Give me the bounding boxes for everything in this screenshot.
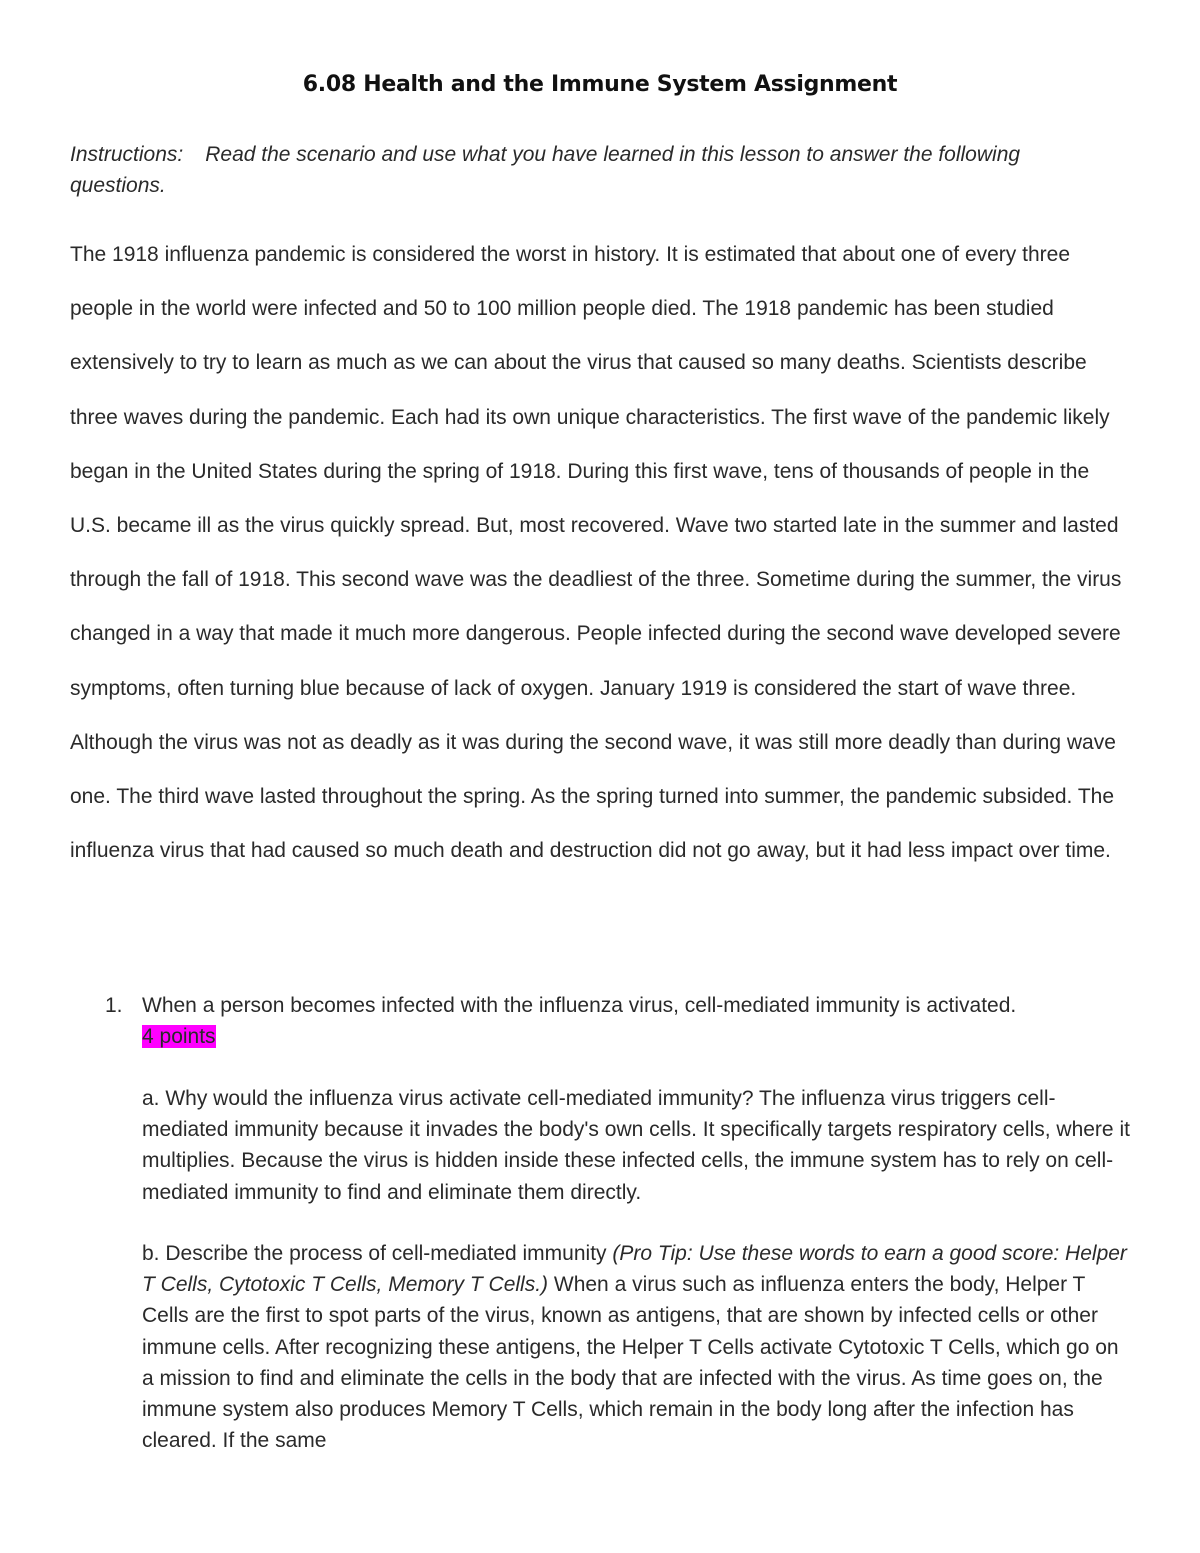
question-text-block [142, 990, 1135, 1052]
answer-b-text: When a virus such as influenza enters the body, Helper T Cells are the first to spot parts of the virus, known as antigens, that are shown by infected cells or other immune cells. After recognizing these antigens, the Helper T Cells activate Cytotoxic T Cells, which go on a mission to find and eliminate the cells in the body that are infected with the virus. As time goes on, the immune system also produces Memory T Cells, which remain in the body long after the infection has cleared. If the same [142, 1273, 1119, 1453]
answer-a-text: a. Why would the influenza virus activate cell-mediated immunity? The influenza virus triggers cell-mediated immunity because it invades the body's own cells. It specifically targets respiratory cells, where it multiplies. Because the virus is hidden inside these infected cells, the immune system has to rely on cell-mediated immunity to find and eliminate them directly. [142, 1087, 1130, 1204]
instructions-label: Instructions: [70, 143, 184, 166]
scenario-text: The 1918 influenza pandemic is considered the worst in history. It is estimated that about one of every three people in the world were infected and 50 to 100 million people died. The 1918 pandemic has been studied extensively to try to learn as much as we can about the virus that caused so many deaths. Scientists describe three waves during the pandemic. Each had its own unique characteristics. The first wave of the pandemic likely began in the United States during the spring of 1918. During this first wave, tens of thousands of people in the U.S. became ill as the virus quickly spread. But, most recovered. Wave two started late in the summer and lasted through the fall of 1918. This second wave was the deadliest of the three. Sometime during the summer, the virus changed in a way that made it much more dangerous. People infected during the second wave developed severe symptoms, often turning blue because of lack of oxygen. January 1919 is considered the start of wave three. Although the virus was not as deadly as it was during the second wave, it was still more deadly than during wave one. The third wave lasted throughout the spring. As the spring turned into summer, the pandemic subsided. The influenza virus that had caused so much death and destruction did not go away, but it had less impact over time. [70, 243, 1122, 863]
document-title: 6.08 Health and the Immune System Assignment [302, 72, 898, 97]
instructions [70, 139, 1070, 201]
instructions-text: Read the scenario and use what you have learned in this lesson to answer the following questions. [70, 143, 1021, 197]
question-1 [105, 990, 1135, 1052]
answer-part-a [142, 1083, 1134, 1208]
answer-b-prefix: b. Describe the process of cell-mediated immunity [142, 1242, 613, 1265]
answer-part-b [142, 1238, 1134, 1456]
question-text: When a person becomes infected with the influenza virus, cell-mediated immunity is activated. [142, 994, 1017, 1017]
pro-tip: (Pro Tip: Use these words to earn a good score: Helper T Cells, Cytotoxic T Cells, Memory T Cells.) [142, 1242, 1127, 1297]
scenario-paragraph [70, 228, 1135, 878]
points-badge: 4 points [142, 1025, 216, 1048]
question-number: 1. [105, 994, 123, 1017]
